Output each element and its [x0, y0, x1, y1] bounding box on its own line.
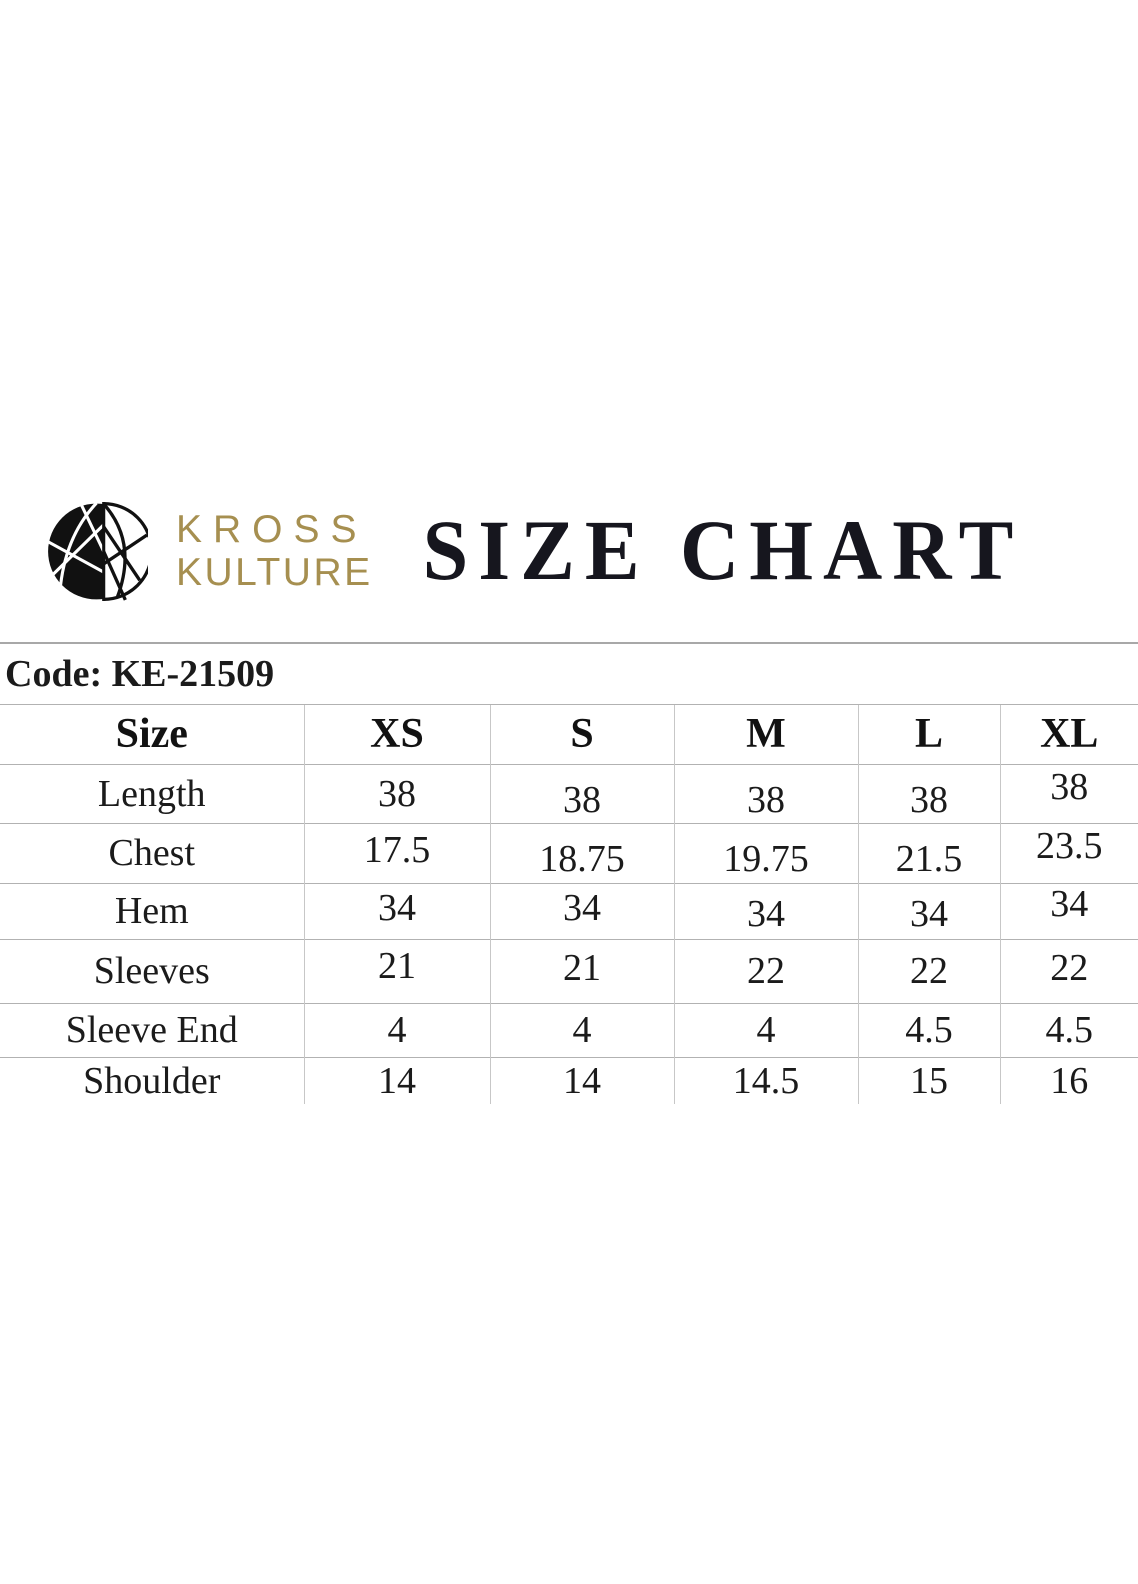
- table-cell: [674, 1003, 858, 1057]
- table-row-shoulder: [0, 1057, 1138, 1104]
- table-cell: [858, 823, 1000, 883]
- cell-value: Sleeves: [93, 950, 210, 992]
- cell-value: Sleeve End: [65, 1009, 238, 1051]
- table-cell: [858, 883, 1000, 939]
- cell-value: 22: [747, 950, 785, 992]
- table-cell: [304, 1003, 490, 1057]
- table-cell: [490, 939, 674, 1003]
- col-header-s: S: [490, 704, 674, 764]
- brand-name-line2: KULTURE: [176, 551, 373, 594]
- cell-value: 23.5: [1036, 825, 1103, 867]
- cell-value: 22: [910, 950, 948, 992]
- row-label: [0, 883, 304, 939]
- col-header-xl: XL: [1000, 704, 1138, 764]
- table-cell: [674, 764, 858, 823]
- table-row-length: [0, 764, 1138, 823]
- cell-value: Chest: [108, 832, 196, 874]
- cell-value: 34: [563, 887, 601, 929]
- cell-value: 18.75: [539, 838, 625, 880]
- cell-value: 4.5: [1045, 1009, 1094, 1051]
- table-cell: [1000, 883, 1138, 939]
- table-cell: [1000, 823, 1138, 883]
- row-label: [0, 1003, 304, 1057]
- table-cell: [304, 764, 490, 823]
- cell-value: 34: [910, 893, 948, 935]
- cell-value: 15: [910, 1059, 948, 1102]
- table-cell: [304, 1057, 490, 1104]
- size-table-container: [0, 642, 1138, 1104]
- cell-value: 4: [756, 1009, 776, 1051]
- table-cell: [304, 939, 490, 1003]
- cell-value: 38: [378, 772, 416, 815]
- cell-value: 14: [563, 1059, 601, 1102]
- col-header-l: L: [858, 704, 1000, 764]
- table-cell: [674, 883, 858, 939]
- row-label: [0, 764, 304, 823]
- table-cell: [858, 764, 1000, 823]
- table-cell: [674, 823, 858, 883]
- col-header-m: M: [674, 704, 858, 764]
- cell-value: 38: [747, 778, 785, 821]
- table-cell: [858, 939, 1000, 1003]
- brand-wordmark: [176, 508, 373, 594]
- table-cell: [858, 1057, 1000, 1104]
- cell-value: 22: [1050, 947, 1089, 989]
- cell-value: 14: [378, 1059, 416, 1102]
- cell-value: 21: [378, 945, 416, 987]
- row-label: [0, 939, 304, 1003]
- cell-value: Length: [97, 772, 206, 815]
- table-cell: [304, 883, 490, 939]
- table-cell: [490, 1057, 674, 1104]
- table-cell: [304, 823, 490, 883]
- table-cell: [1000, 1003, 1138, 1057]
- cell-value: 17.5: [363, 829, 431, 871]
- table-row-chest: [0, 823, 1138, 883]
- cell-value: 16: [1050, 1059, 1089, 1102]
- page-title: SIZE CHART: [422, 503, 1024, 598]
- table-cell: [674, 939, 858, 1003]
- cell-value: 38: [563, 778, 601, 821]
- table-row-hem: [0, 883, 1138, 939]
- table-cell: [858, 1003, 1000, 1057]
- cell-value: Hem: [114, 890, 189, 932]
- cell-value: 34: [1050, 883, 1089, 925]
- size-table: [0, 642, 1138, 1104]
- col-header-xs: XS: [304, 704, 490, 764]
- brand-name-line1: KROSS: [176, 508, 368, 551]
- cell-value: 19.75: [723, 838, 809, 880]
- row-label: [0, 823, 304, 883]
- table-row-code: [0, 643, 1138, 704]
- table-cell: [674, 1057, 858, 1104]
- product-code: Code: KE-21509: [0, 643, 1138, 704]
- cell-value: 38: [1050, 765, 1089, 808]
- table-cell: [1000, 1057, 1138, 1104]
- table-cell: [1000, 764, 1138, 823]
- cell-value: 21.5: [895, 838, 963, 880]
- cell-value: 14.5: [732, 1059, 800, 1102]
- cell-value: 21: [563, 947, 601, 989]
- cell-value: 38: [910, 778, 948, 821]
- table-cell: [490, 764, 674, 823]
- cell-value: 34: [378, 887, 416, 929]
- cell-value: 4: [572, 1009, 592, 1051]
- cell-value: Shoulder: [83, 1059, 221, 1102]
- table-row-sleeve-end: [0, 1003, 1138, 1057]
- brand-logo-icon: [45, 500, 148, 603]
- table-cell: [490, 883, 674, 939]
- table-cell: [490, 823, 674, 883]
- cell-value: 4: [387, 1009, 407, 1051]
- table-cell: [1000, 939, 1138, 1003]
- row-label: [0, 1057, 304, 1104]
- cell-value: 34: [747, 893, 785, 935]
- table-cell: [490, 1003, 674, 1057]
- cell-value: 4.5: [905, 1009, 953, 1051]
- table-header-row: [0, 704, 1138, 764]
- brand-header: [45, 497, 1023, 605]
- table-row-sleeves: [0, 939, 1138, 1003]
- col-header-size: Size: [0, 704, 304, 764]
